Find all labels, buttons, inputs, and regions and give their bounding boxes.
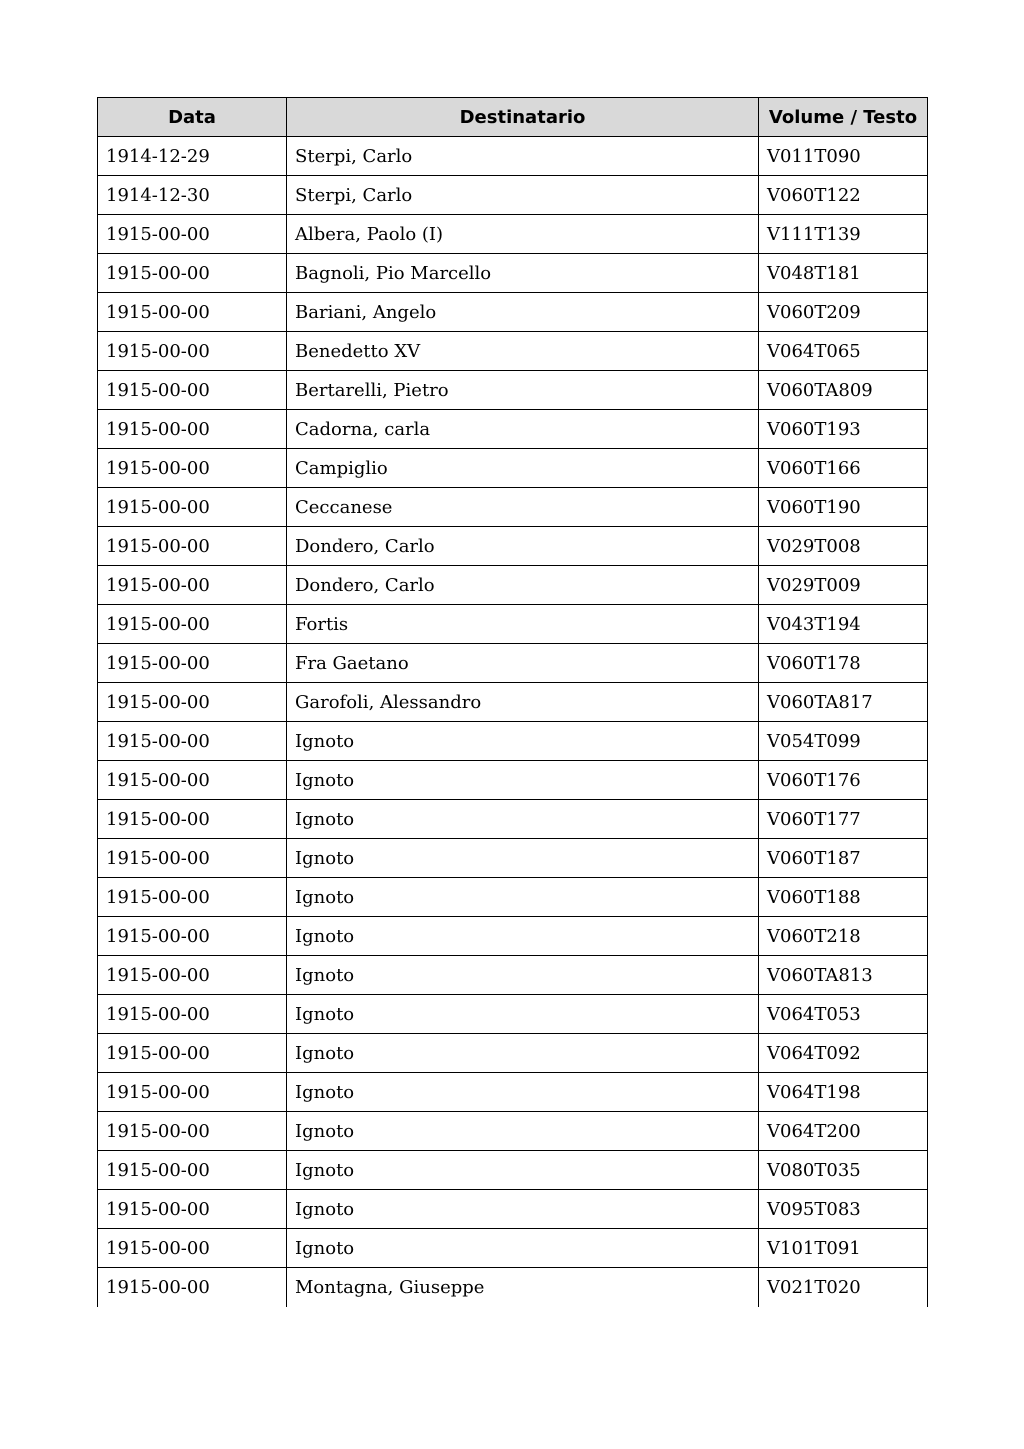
table-row xyxy=(98,1073,928,1112)
table-row xyxy=(98,176,928,215)
cell-destinatario: Albera, Paolo (I) xyxy=(287,215,759,254)
cell-destinatario: Ignoto xyxy=(287,1034,759,1073)
cell-data: 1915-00-00 xyxy=(98,410,287,449)
cell-data: 1915-00-00 xyxy=(98,1268,287,1307)
cell-volume-testo: V111T139 xyxy=(759,215,928,254)
table-row xyxy=(98,371,928,410)
table-row xyxy=(98,410,928,449)
cell-destinatario: Ignoto xyxy=(287,800,759,839)
cell-data: 1914-12-29 xyxy=(98,137,287,176)
cell-volume-testo: V064T200 xyxy=(759,1112,928,1151)
cell-volume-testo: V060T122 xyxy=(759,176,928,215)
cell-data: 1915-00-00 xyxy=(98,878,287,917)
cell-destinatario: Bariani, Angelo xyxy=(287,293,759,332)
cell-volume-testo: V060T178 xyxy=(759,644,928,683)
table-row xyxy=(98,644,928,683)
cell-data: 1915-00-00 xyxy=(98,917,287,956)
cell-data: 1915-00-00 xyxy=(98,1190,287,1229)
cell-volume-testo: V054T099 xyxy=(759,722,928,761)
cell-volume-testo: V011T090 xyxy=(759,137,928,176)
cell-data: 1915-00-00 xyxy=(98,332,287,371)
cell-volume-testo: V064T198 xyxy=(759,1073,928,1112)
cell-volume-testo: V021T020 xyxy=(759,1268,928,1307)
cell-volume-testo: V060T166 xyxy=(759,449,928,488)
table-row xyxy=(98,488,928,527)
cell-data: 1915-00-00 xyxy=(98,722,287,761)
table-row xyxy=(98,1112,928,1151)
cell-destinatario: Cadorna, carla xyxy=(287,410,759,449)
table-row xyxy=(98,605,928,644)
table-row xyxy=(98,995,928,1034)
table-row xyxy=(98,332,928,371)
cell-destinatario: Ignoto xyxy=(287,1112,759,1151)
cell-data: 1915-00-00 xyxy=(98,566,287,605)
cell-data: 1915-00-00 xyxy=(98,605,287,644)
cell-data: 1915-00-00 xyxy=(98,1073,287,1112)
cell-data: 1915-00-00 xyxy=(98,488,287,527)
cell-destinatario: Ceccanese xyxy=(287,488,759,527)
cell-data: 1915-00-00 xyxy=(98,800,287,839)
table-row xyxy=(98,1268,928,1307)
cell-volume-testo: V064T053 xyxy=(759,995,928,1034)
cell-destinatario: Fortis xyxy=(287,605,759,644)
table-header xyxy=(98,98,928,137)
table-row xyxy=(98,1229,928,1268)
table-row xyxy=(98,800,928,839)
cell-destinatario: Fra Gaetano xyxy=(287,644,759,683)
cell-volume-testo: V029T009 xyxy=(759,566,928,605)
table-row xyxy=(98,215,928,254)
table-row xyxy=(98,722,928,761)
cell-volume-testo: V064T092 xyxy=(759,1034,928,1073)
cell-destinatario: Ignoto xyxy=(287,917,759,956)
cell-data: 1915-00-00 xyxy=(98,995,287,1034)
cell-destinatario: Ignoto xyxy=(287,956,759,995)
cell-destinatario: Bagnoli, Pio Marcello xyxy=(287,254,759,293)
cell-volume-testo: V060T193 xyxy=(759,410,928,449)
cell-data: 1915-00-00 xyxy=(98,644,287,683)
cell-volume-testo: V060T188 xyxy=(759,878,928,917)
cell-data: 1915-00-00 xyxy=(98,293,287,332)
cell-volume-testo: V060T209 xyxy=(759,293,928,332)
header-row xyxy=(98,98,928,137)
letters-table xyxy=(97,97,928,1307)
cell-destinatario: Sterpi, Carlo xyxy=(287,176,759,215)
cell-data: 1915-00-00 xyxy=(98,449,287,488)
cell-data: 1915-00-00 xyxy=(98,254,287,293)
cell-volume-testo: V029T008 xyxy=(759,527,928,566)
cell-destinatario: Ignoto xyxy=(287,1229,759,1268)
cell-data: 1915-00-00 xyxy=(98,839,287,878)
cell-data: 1914-12-30 xyxy=(98,176,287,215)
cell-volume-testo: V095T083 xyxy=(759,1190,928,1229)
table-row xyxy=(98,254,928,293)
table-row xyxy=(98,137,928,176)
cell-destinatario: Benedetto XV xyxy=(287,332,759,371)
table-row xyxy=(98,683,928,722)
table-row xyxy=(98,956,928,995)
cell-volume-testo: V043T194 xyxy=(759,605,928,644)
cell-destinatario: Ignoto xyxy=(287,1190,759,1229)
cell-volume-testo: V060TA817 xyxy=(759,683,928,722)
table-row xyxy=(98,566,928,605)
cell-data: 1915-00-00 xyxy=(98,527,287,566)
cell-volume-testo: V101T091 xyxy=(759,1229,928,1268)
cell-data: 1915-00-00 xyxy=(98,1229,287,1268)
cell-volume-testo: V060T176 xyxy=(759,761,928,800)
table-row xyxy=(98,839,928,878)
cell-data: 1915-00-00 xyxy=(98,683,287,722)
cell-destinatario: Montagna, Giuseppe xyxy=(287,1268,759,1307)
table-row xyxy=(98,878,928,917)
cell-destinatario: Ignoto xyxy=(287,878,759,917)
cell-data: 1915-00-00 xyxy=(98,761,287,800)
cell-destinatario: Ignoto xyxy=(287,995,759,1034)
cell-volume-testo: V060T177 xyxy=(759,800,928,839)
cell-volume-testo: V060T190 xyxy=(759,488,928,527)
cell-destinatario: Sterpi, Carlo xyxy=(287,137,759,176)
cell-destinatario: Garofoli, Alessandro xyxy=(287,683,759,722)
table-row xyxy=(98,527,928,566)
cell-destinatario: Ignoto xyxy=(287,722,759,761)
cell-destinatario: Bertarelli, Pietro xyxy=(287,371,759,410)
cell-volume-testo: V064T065 xyxy=(759,332,928,371)
cell-volume-testo: V080T035 xyxy=(759,1151,928,1190)
cell-volume-testo: V060TA809 xyxy=(759,371,928,410)
table-body xyxy=(98,137,928,1307)
cell-destinatario: Ignoto xyxy=(287,1151,759,1190)
column-header-data: Data xyxy=(98,98,287,137)
table-row xyxy=(98,1034,928,1073)
table-row xyxy=(98,449,928,488)
cell-destinatario: Ignoto xyxy=(287,761,759,800)
cell-volume-testo: V060T218 xyxy=(759,917,928,956)
cell-data: 1915-00-00 xyxy=(98,1034,287,1073)
cell-destinatario: Campiglio xyxy=(287,449,759,488)
table-row xyxy=(98,1151,928,1190)
cell-destinatario: Dondero, Carlo xyxy=(287,527,759,566)
cell-volume-testo: V060TA813 xyxy=(759,956,928,995)
cell-destinatario: Ignoto xyxy=(287,839,759,878)
cell-volume-testo: V048T181 xyxy=(759,254,928,293)
table-row xyxy=(98,917,928,956)
cell-destinatario: Dondero, Carlo xyxy=(287,566,759,605)
cell-destinatario: Ignoto xyxy=(287,1073,759,1112)
table-row xyxy=(98,761,928,800)
cell-data: 1915-00-00 xyxy=(98,215,287,254)
cell-data: 1915-00-00 xyxy=(98,1151,287,1190)
table-row xyxy=(98,1190,928,1229)
column-header-destinatario: Destinatario xyxy=(287,98,759,137)
cell-data: 1915-00-00 xyxy=(98,956,287,995)
cell-data: 1915-00-00 xyxy=(98,371,287,410)
cell-volume-testo: V060T187 xyxy=(759,839,928,878)
table-row xyxy=(98,293,928,332)
cell-data: 1915-00-00 xyxy=(98,1112,287,1151)
column-header-volume-testo: Volume / Testo xyxy=(759,98,928,137)
